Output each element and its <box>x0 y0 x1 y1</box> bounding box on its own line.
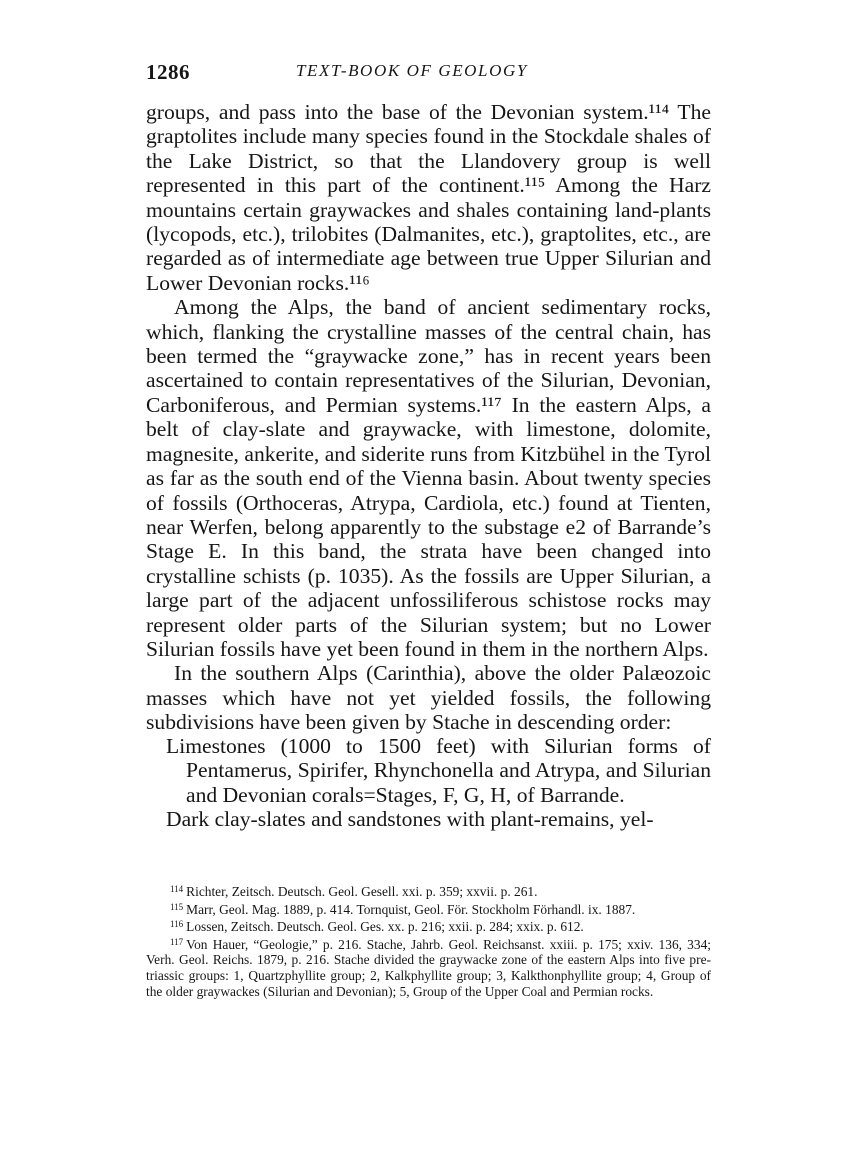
list-item: Dark clay-slates and sandstones with plant-remains, yel- <box>166 807 654 832</box>
paragraph: In the southern Alps (Carinthia), above the older Palæozoic masses which have not yet yielded fossils, the following subdivisions have been given by Stache in descending order: <box>146 661 711 735</box>
footnote <box>146 935 711 999</box>
paragraph: groups, and pass into the base of the Devonian system.¹¹⁴ The graptolites include many species found in the Stockdale shales of the Lake District, so that the Llandovery group is well represented in this part of the continent.¹¹⁵ Among the Harz mountains certain graywackes and shales containing land-plants (lycopods, etc.), trilobites (Dalmanites, etc.), graptolites, etc., are regarded as of intermediate age between true Upper Silurian and Lower Devonian rocks.¹¹⁶ <box>146 100 711 295</box>
page-header <box>146 60 711 90</box>
footnote-text: Richter, Zeitsch. Deutsch. Geol. Gesell. xxi. p. 359; xxvii. p. 261. <box>186 884 538 899</box>
footnote <box>146 882 711 900</box>
subdivision-list <box>166 734 711 832</box>
footnote-number: 117 <box>170 936 184 947</box>
footnote-text: Von Hauer, “Geologie,” p. 216. Stache, Jahrb. Geol. Reichsanst. xxiii. p. 175; xxiv. 136, 334; Verh. Geol. Reichs. 1879, p. 216. Stache divided the graywacke zone of the eastern Alps into five pre-triassic groups: 1, Quartzphyllite group; 2, Kalkphyllite group; 3, Kalkthonphyllite group; 4, Group of the older graywackes (Silurian and Devonian); 5, Group of the Upper Coal and Permian rocks. <box>146 936 711 999</box>
footnote <box>146 900 711 918</box>
body-text <box>146 100 711 735</box>
footnote-number: 114 <box>170 884 184 894</box>
footnote-number: 116 <box>170 919 184 930</box>
list-item: Limestones (1000 to 1500 feet) with Silurian forms of Pentamerus, Spirifer, Rhynchonella and Atrypa, and Silurian and Devonian corals=Stages, F, G, H, of Barrande. <box>166 734 711 807</box>
paragraph: Among the Alps, the band of ancient sedimentary rocks, which, flanking the crystalline masses of the central chain, has been termed the “graywacke zone,” has in recent years been ascertained to contain representatives of the Silurian, Devonian, Carboniferous, and Permian systems.¹¹⁷ In the eastern Alps, a belt of clay-slate and graywacke, with limestone, dolomite, magnesite, ankerite, and siderite runs from Kitzbühel in the Tyrol as far as the south end of the Vienna basin. About twenty species of fossils (Orthoceras, Atrypa, Cardiola, etc.) found at Tienten, near Werfen, belong apparently to the substage e2 of Barrande’s Stage E. In this band, the strata have been changed into crystalline schists (p. 1035). As the fossils are Upper Silurian, a large part of the adjacent unfossiliferous schistose rocks may represent older parts of the Silurian system; but no Lower Silurian fossils have yet been found in them in the northern Alps. <box>146 295 711 661</box>
page-number: 1286 <box>146 60 190 84</box>
footnote-text: Marr, Geol. Mag. 1889, p. 414. Tornquist, Geol. För. Stockholm Förhandl. ix. 1887. <box>186 901 636 917</box>
running-title: TEXT-BOOK OF GEOLOGY <box>296 61 528 80</box>
footnote <box>146 917 711 935</box>
footnote-text: Lossen, Zeitsch. Deutsch. Geol. Ges. xx. p. 216; xxii. p. 284; xxix. p. 612. <box>186 919 584 935</box>
footnotes <box>146 882 711 999</box>
footnote-number: 115 <box>170 901 184 912</box>
